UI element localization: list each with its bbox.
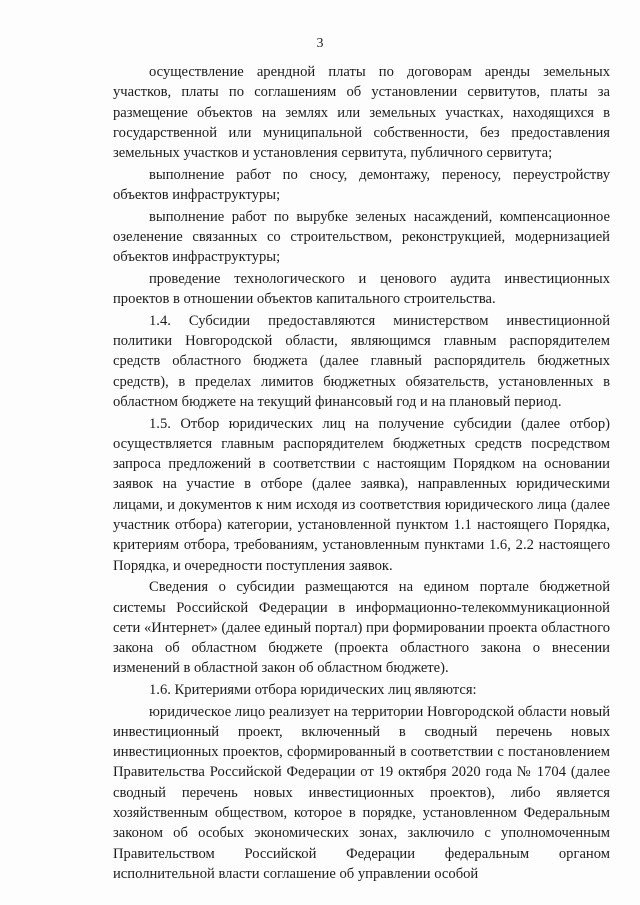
- paragraph-demolition-works: выполнение работ по сносу, демонтажу, переносу, переустройству объектов инфраструктуры;: [113, 166, 610, 204]
- paragraph-subsidy-info: Сведения о субсидии размещаются на едином портале бюджетной системы Российской Федерации в информационно-телекоммуникационной сети «Интернет» (далее единый портал) при формировании проекта областного закона об областном бюджете (проекта областного закона о внесении изменений в областной закон об областном бюджете).: [113, 579, 610, 677]
- paragraph-1-6: 1.6. Критериями отбора юридических лиц являются:: [149, 681, 477, 698]
- paragraph-tree-felling: выполнение работ по вырубке зеленых насаждений, компенсационное озеленение связанных со строительством, реконструкцией, модернизацией объектов инфраструктуры;: [113, 208, 610, 266]
- paragraph-criteria: юридическое лицо реализует на территории Новгородской области новый инвестиционный проект, включенный в сводный перечень новых инвестиционных проектов, сформированный в соответствии с постановлением Правительства Российской Федерации от 19 октября 2020 года № 1704 (далее сводный перечень новых инвестиционных проектов), либо является хозяйственным обществом, которое в порядке, установленном Федеральным законом об особых экономических зонах, заключило с уполномоченным Правительством Российской Федерации федеральным органом исполнительной власти соглашение об управлении особой: [113, 703, 610, 882]
- paragraph-lease-payments: осуществление арендной платы по договорам аренды земельных участков, платы по соглашениям об установлении сервитутов, платы за размещение объектов на землях или земельных участках, находящихся в государственной или муниципальной собственности, без предоставления земельных участков и установления сервитута, публичного сервитута;: [113, 64, 610, 162]
- paragraph-1-5: 1.5. Отбор юридических лиц на получение субсидии (далее отбор) осуществляется главным распорядителем бюджетных средств посредством запроса предложений в соответствии с настоящим Порядком на основании заявок на участие в отборе (далее заявка), направленных юридическими лицами, и документов к ним исходя из соответствия юридического лица (далее участник отбора) категории, установленной пунктом 1.1 настоящего Порядка, критериям отбора, требованиям, установленным пунктами 1.6, 2.2 настоящего Порядка, и очередности поступления заявок.: [113, 415, 610, 574]
- page-number: 3: [316, 36, 324, 51]
- document-body: [113, 62, 610, 884]
- paragraph-audit: проведение технологического и ценового аудита инвестиционных проектов в отношении объектов капитального строительства.: [113, 270, 610, 308]
- paragraph-1-4: 1.4. Субсидии предоставляются министерством инвестиционной политики Новгородской области, являющимся главным распорядителем средств областного бюджета (далее главный распорядитель бюджетных средств), в пределах лимитов бюджетных обязательств, установленных в областном бюджете на текущий финансовый год и на плановый период.: [113, 312, 610, 410]
